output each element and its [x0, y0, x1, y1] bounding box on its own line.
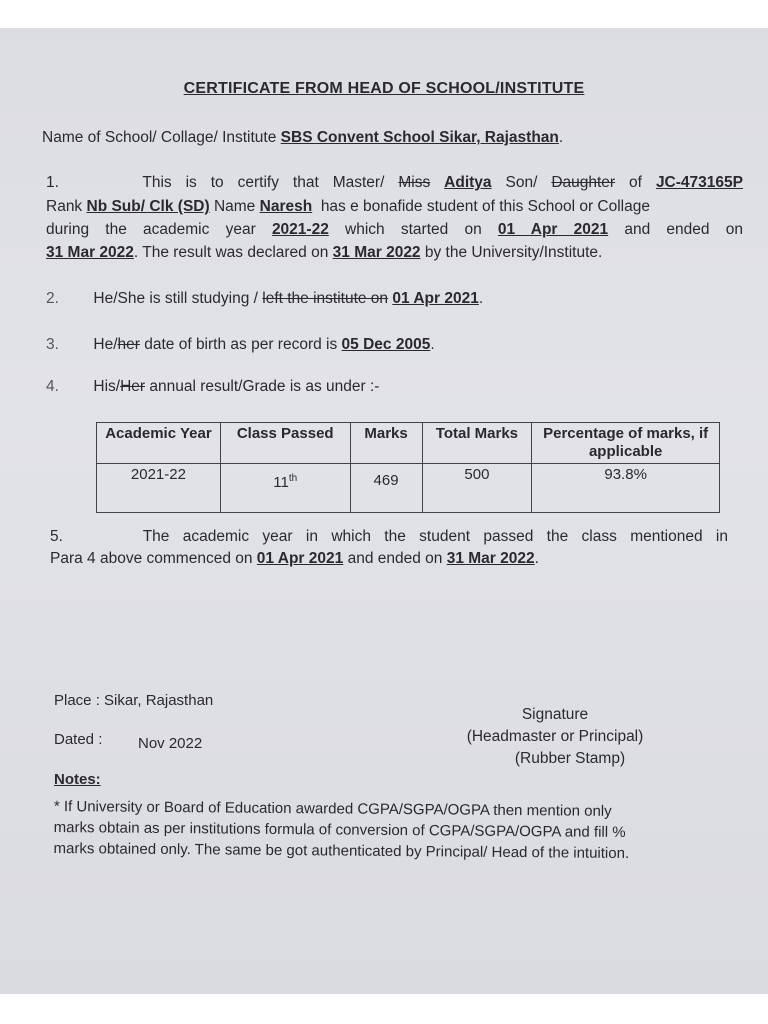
para3-text2: date of birth as per record is — [144, 336, 338, 353]
rubber-stamp-label: (Rubber Stamp) — [514, 750, 626, 767]
para5-text3: and ended on — [347, 550, 443, 567]
cell-class-suffix: th — [288, 473, 298, 484]
para1-text4: which started on — [345, 221, 482, 238]
para2 — [46, 290, 483, 308]
para1-text5: and ended on — [624, 221, 743, 238]
school-line — [42, 129, 563, 147]
school-end: . — [558, 129, 564, 146]
para1-line2 — [46, 198, 743, 216]
notes-body — [53, 796, 629, 864]
header-academic-year: Academic Year — [97, 423, 221, 464]
header-total-marks: Total Marks — [422, 423, 532, 464]
rank-value: Nb Sub/ Clk (SD) — [86, 198, 210, 215]
dated-value: Nov 2022 — [138, 735, 203, 752]
para1-son: Son/ — [505, 174, 538, 191]
para3 — [46, 336, 435, 354]
notes-line-1: * If University or Board of Education awarded CGPA/SGPA/OGPA then mention only — [53, 797, 612, 820]
para1-text6: . The result was declared on — [133, 244, 329, 261]
table-row — [97, 464, 720, 513]
para4-her-struck: Her — [120, 378, 146, 395]
header-class-passed: Class Passed — [220, 423, 350, 464]
para5-line2 — [50, 550, 539, 568]
date-of-birth: 05 Dec 2005 — [341, 336, 431, 353]
para4-text1: His/ — [93, 378, 121, 395]
para1-line4 — [46, 244, 602, 262]
signature-title: (Headmaster or Principal) — [466, 728, 644, 745]
para1-number: 1. — [46, 174, 59, 191]
rank-label: Rank — [46, 198, 83, 215]
notes-heading: Notes: — [54, 771, 101, 788]
school-label: Name of School/ Collage/ Institute — [42, 129, 277, 146]
para5-text1: The academic year in which the student passed the class mentioned in — [142, 528, 728, 545]
para2-end: . — [478, 290, 484, 307]
header-marks: Marks — [350, 423, 422, 464]
para1-text1: This is to certify that Master/ — [142, 174, 385, 191]
end-date: 31 Mar 2022 — [46, 244, 134, 261]
para1-of: of — [629, 174, 642, 191]
para5-end: . — [534, 550, 539, 567]
grade-table-header — [97, 423, 720, 464]
cell-marks: 469 — [350, 464, 422, 513]
cell-percent: 93.8% — [532, 464, 720, 513]
signature-label: Signature — [521, 706, 589, 723]
student-name: Aditya — [444, 174, 492, 191]
para1-text2: has e bonafide student of this School or Collage — [320, 198, 650, 215]
para2-text1: He/She is still studying / — [93, 290, 258, 307]
place-line: Place : Sikar, Rajasthan — [54, 692, 214, 709]
signature-block — [440, 704, 670, 770]
cell-class-base: 11 — [273, 474, 289, 491]
page-title: CERTIFICATE FROM HEAD OF SCHOOL/INSTITUTE — [183, 80, 585, 97]
cell-year: 2021-22 — [97, 464, 221, 513]
para5-line1 — [50, 528, 728, 546]
notes-line-3: marks obtained only. The same be got authenticated by Principal/ Head of the intuition. — [53, 839, 630, 863]
para5-number: 5. — [50, 528, 63, 545]
notes-line-2: marks obtain as per institutions formula of conversion of CGPA/SGPA/OGPA and fill % — [53, 818, 626, 841]
para5-end-date: 31 Mar 2022 — [446, 550, 535, 567]
para5-text2: Para 4 above commenced on — [50, 550, 253, 567]
para4-text2: annual result/Grade is as under :- — [149, 378, 380, 395]
para2-number: 2. — [46, 290, 59, 307]
name-label: Name — [213, 198, 256, 215]
para3-end: . — [430, 336, 435, 353]
para5-start: 01 Apr 2021 — [256, 550, 344, 567]
academic-year: 2021-22 — [271, 221, 329, 238]
school-name: SBS Convent School Sikar, Rajasthan — [280, 129, 559, 146]
para1-line1 — [46, 174, 743, 192]
para4 — [46, 378, 379, 396]
para1-line3 — [46, 221, 743, 239]
header-percentage: Percentage of marks, if applicable — [532, 423, 720, 464]
certificate-paper — [0, 28, 768, 994]
grade-table — [96, 422, 720, 513]
service-number: JC-473165P — [655, 174, 743, 191]
para2-date: 01 Apr 2021 — [392, 290, 479, 307]
cell-class — [220, 464, 350, 513]
cell-total: 500 — [422, 464, 532, 513]
para1-text7: by the University/Institute. — [424, 244, 603, 261]
parent-name: Naresh — [259, 198, 313, 215]
dated-label: Dated : — [54, 731, 103, 748]
para1-daughter-struck: Daughter — [551, 174, 616, 191]
para4-number: 4. — [46, 378, 59, 395]
start-date: 01 Apr 2021 — [497, 221, 609, 238]
para1-text3: during the academic year — [46, 221, 256, 238]
declared-date: 31 Mar 2022 — [332, 244, 421, 261]
para1-miss-struck: Miss — [398, 174, 431, 191]
para3-her-struck: her — [117, 336, 140, 353]
para3-number: 3. — [46, 336, 59, 353]
para2-left-struck: left the institute on — [262, 290, 389, 307]
para3-text1: He/ — [93, 336, 118, 353]
